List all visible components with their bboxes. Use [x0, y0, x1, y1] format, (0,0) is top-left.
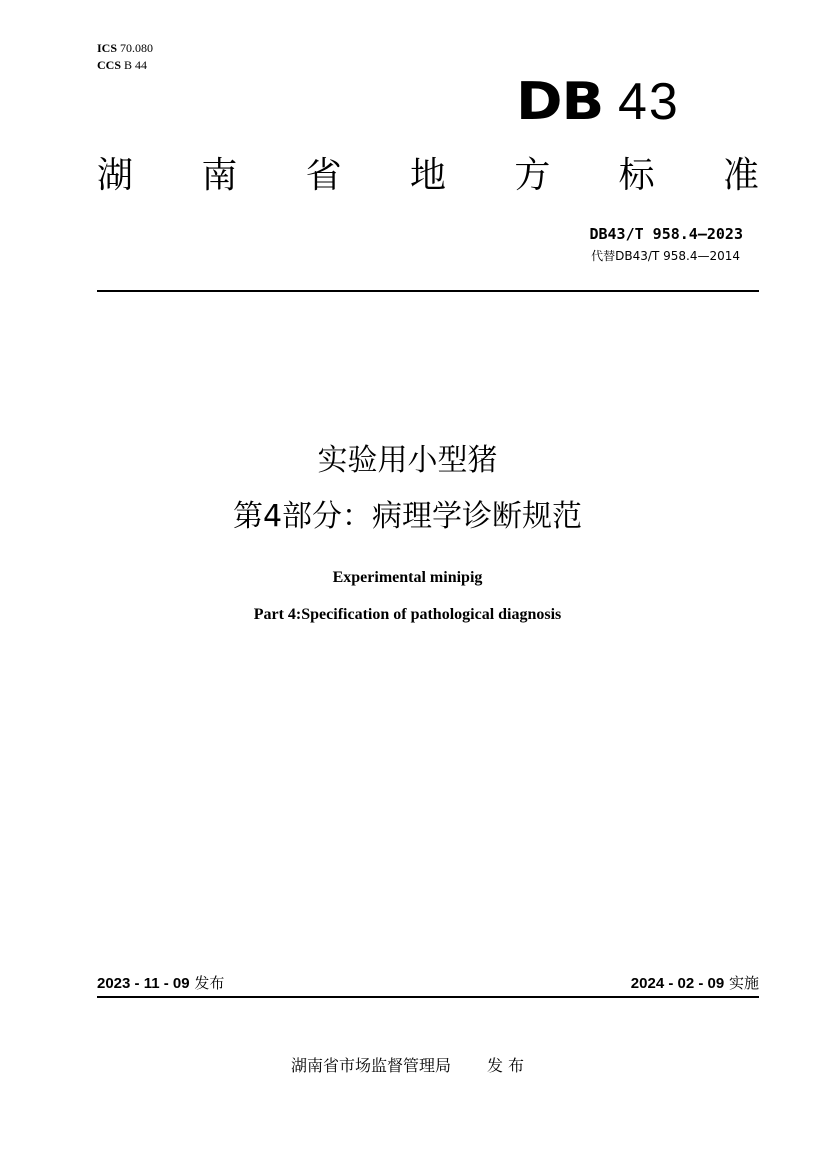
ccs-code: CCS B 44: [97, 58, 148, 72]
implement-label: 实施: [728, 974, 759, 992]
heading-char: 标: [618, 155, 655, 196]
db-logo: DB: [516, 72, 604, 132]
issue-date-block: [97, 972, 224, 995]
english-title-line1: Experimental minipig: [332, 569, 483, 586]
issuer-org: 湖南省市场监督管理局: [290, 1056, 451, 1075]
standard-number: DB43/T 958.4—2023: [589, 225, 743, 243]
heading-char: 方: [514, 155, 551, 196]
heading-char: 地: [409, 155, 446, 196]
standard-type-heading: [97, 152, 759, 200]
heading-char: 南: [201, 155, 238, 196]
chinese-title-line1: 实验用小型猪: [317, 443, 498, 478]
replaced-standard: 代替DB43/T 958.4—2014: [591, 249, 740, 263]
db-province-number: 43: [618, 73, 680, 131]
heading-char: 省: [305, 155, 342, 196]
implement-date-block: [631, 972, 759, 995]
bottom-divider: [97, 996, 759, 998]
implement-date: 2024 - 02 - 09: [630, 975, 725, 992]
issuer-action: 发 布: [486, 1056, 525, 1075]
heading-char: 准: [722, 155, 759, 196]
classification-codes: [97, 40, 153, 74]
ics-code: ICS 70.080: [97, 41, 154, 55]
chinese-title-line2: 第4部分：病理学诊断规范: [232, 499, 583, 534]
english-title-line2: Part 4:Specification of pathological diagnosis: [253, 606, 562, 623]
issue-label: 发布: [194, 974, 225, 992]
issue-date: 2023 - 11 - 09: [97, 975, 190, 992]
issuer-line: [0, 1055, 815, 1077]
top-divider: [97, 290, 759, 292]
heading-char: 湖: [97, 155, 134, 196]
